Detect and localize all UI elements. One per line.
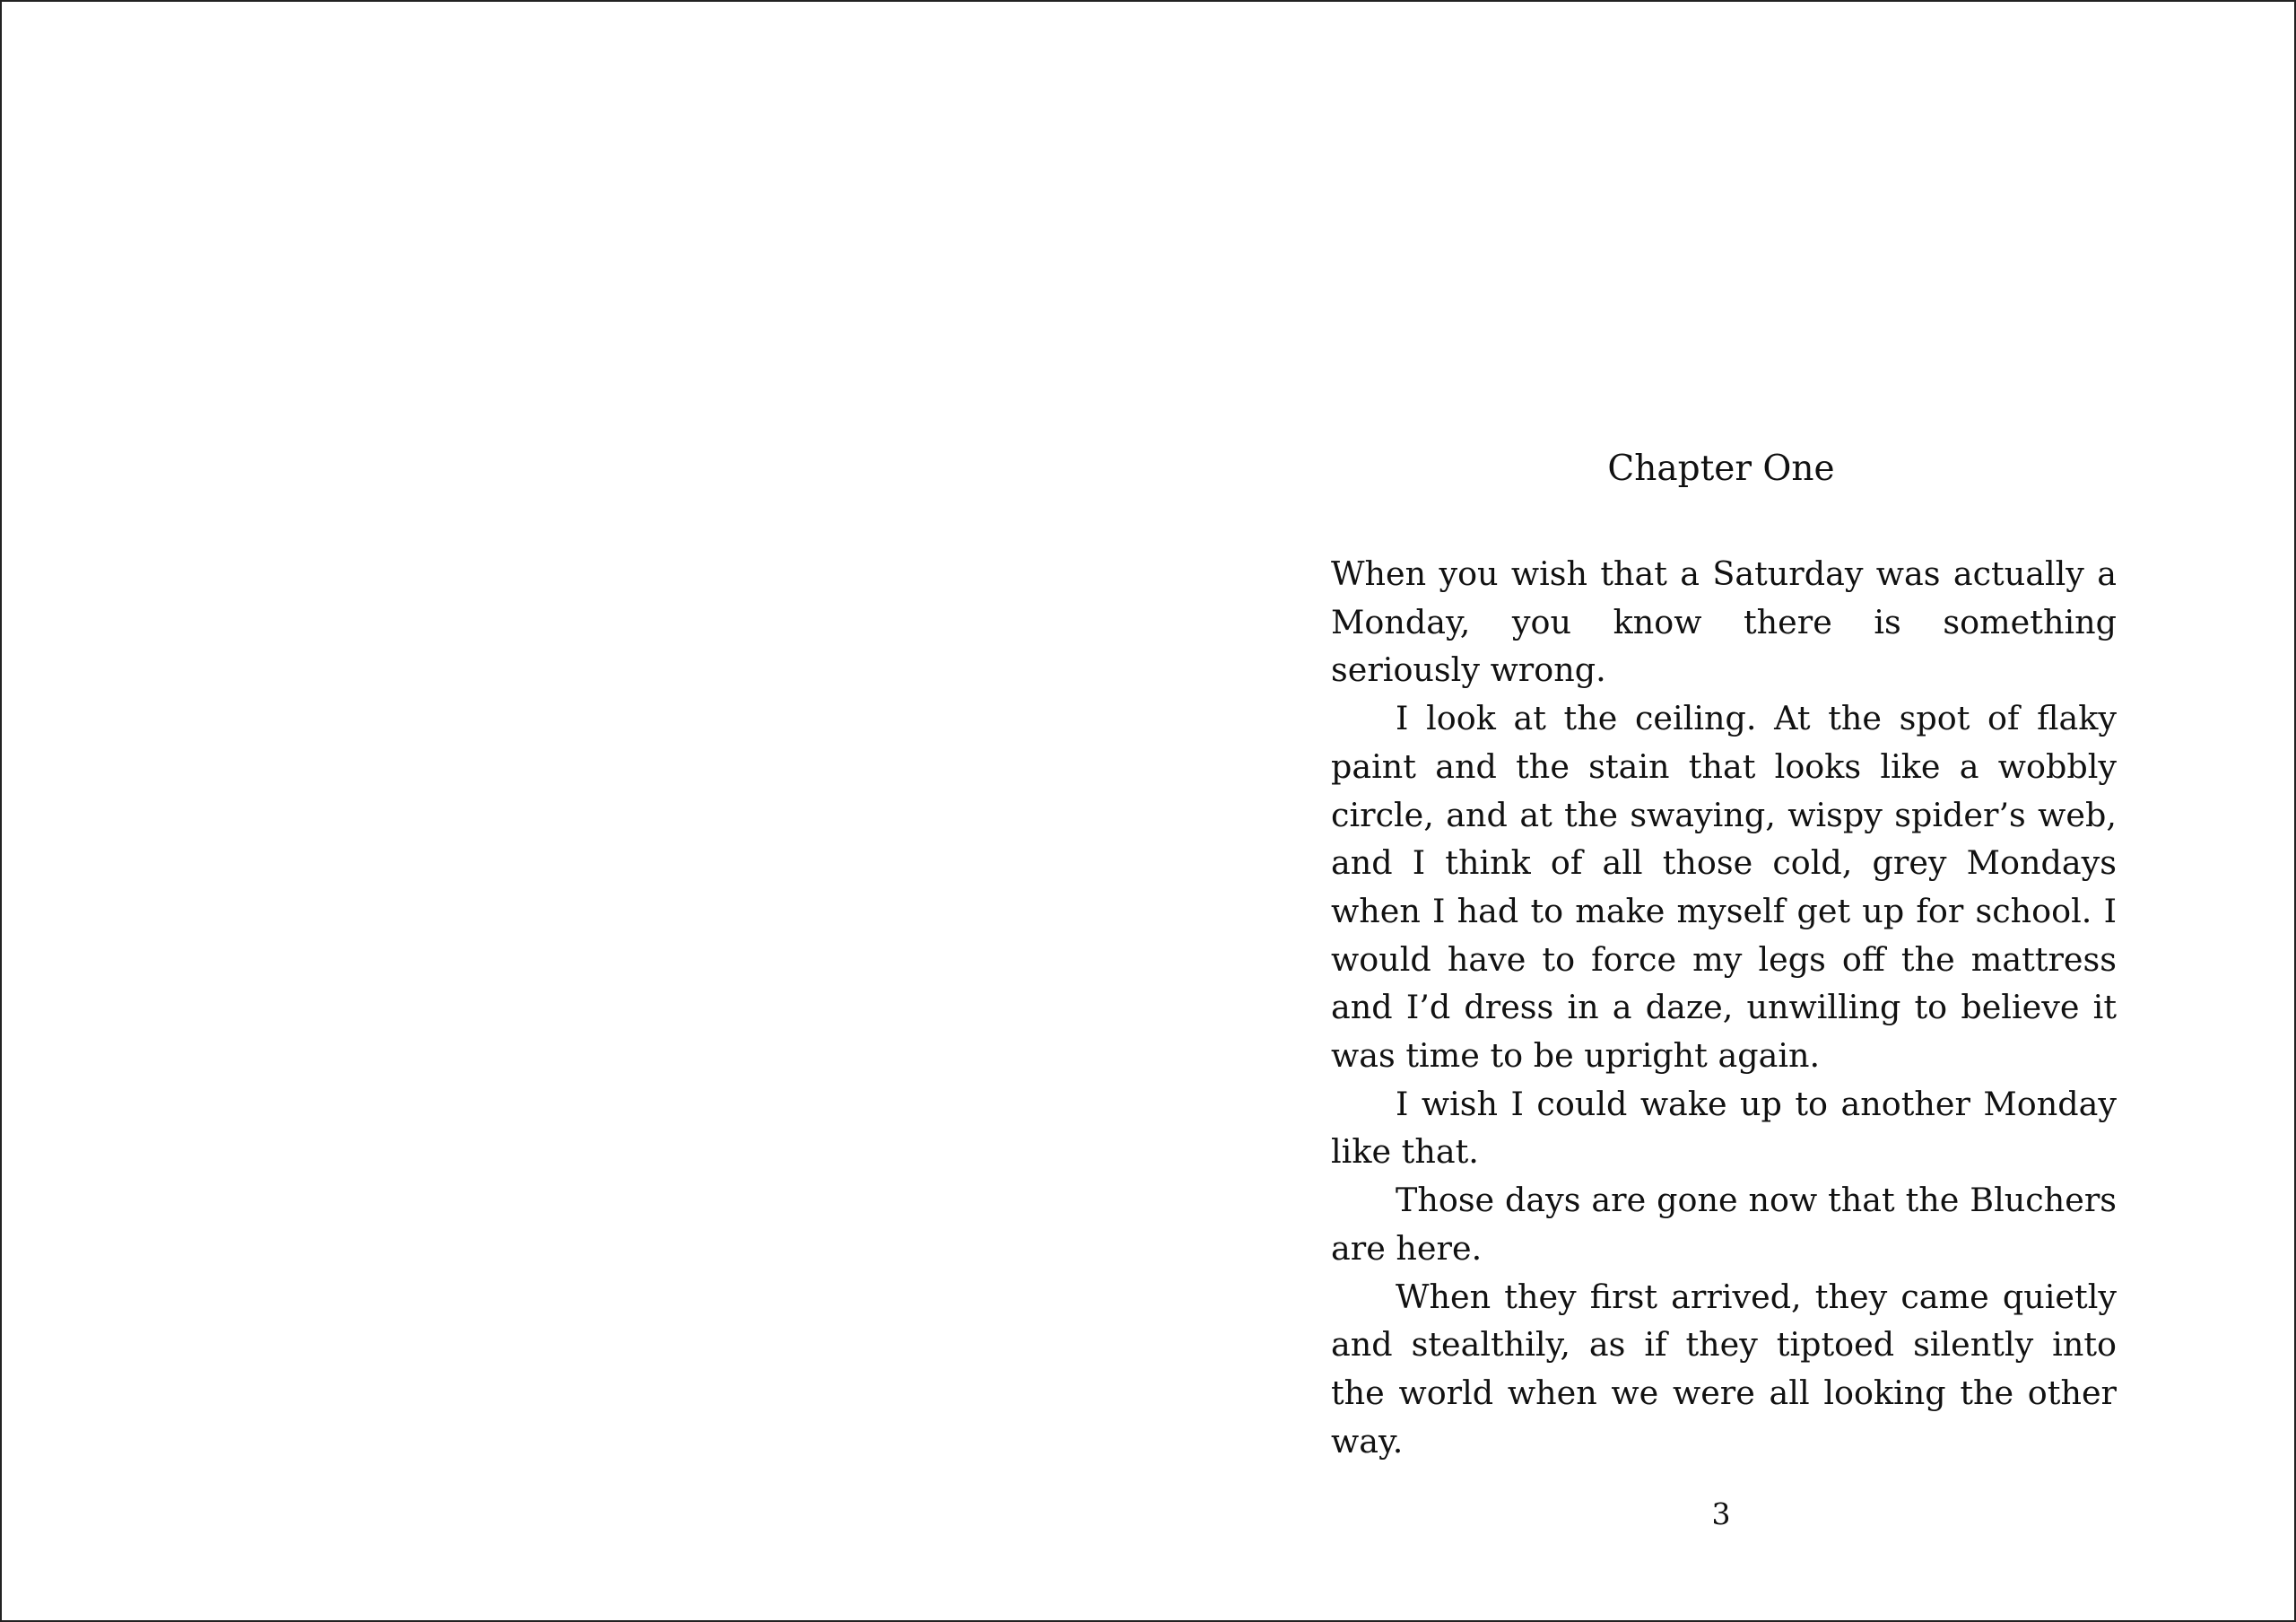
chapter-body (1331, 550, 2117, 1465)
page-number: 3 (1711, 1496, 1731, 1531)
chapter-title: Chapter One (1607, 449, 1835, 489)
right-page (1148, 2, 2294, 1620)
paragraph-5: When they first arrived, they came quietly and stealthily, as if they tiptoed silently into the world when we were all looking the other way. (1331, 1277, 2117, 1461)
paragraph-1: When you wish that a Saturday was actually a Monday, you know there is something seriously wrong. (1331, 554, 2117, 690)
paragraph-3: I wish I could wake up to another Monday like that. (1331, 1084, 2117, 1172)
left-page-blank (2, 2, 1148, 1620)
paragraph-4: Those days are gone now that the Bluchers are here. (1331, 1181, 2117, 1268)
paragraph-2: I look at the ceiling. At the spot of flaky paint and the stain that looks like a wobbly circle, and at the swaying, wispy spider’s web, and I think of all those cold, grey Mondays when I had to make myself get up for school. I would have to force my legs off the mattress and I’d dress in a daze, unwilling to believe it was time to be upright again. (1331, 699, 2117, 1076)
